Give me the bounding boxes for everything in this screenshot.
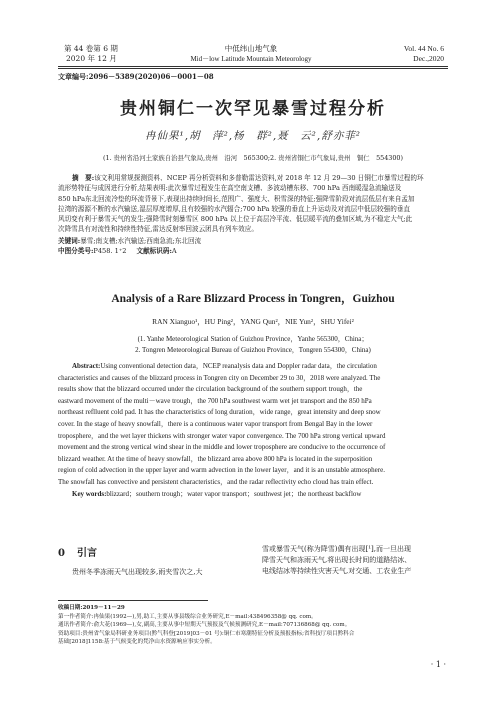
page-number: · 1 · xyxy=(430,660,446,669)
intro-left-text: 贵州冬季冻雨天气出现较多,雨夹雪次之,大 xyxy=(72,568,203,576)
abstract-en-line: results show that the blizzard occurred under the circulation background of the southern support trough，the xyxy=(58,385,363,394)
abstract-cn-line: 流形势特征与成因进行分析,结果表明:此次暴雪过程发生在高空南支槽、多波动槽东移、700 hPa 西南暖湿急流输送及 xyxy=(58,184,402,193)
header-journal-en: Mid－low Latitude Mountain Meteorology xyxy=(190,55,312,63)
authors-en: RAN Xianguo¹，HU Ping²，YANG Qun²，NIE Yun²，SHU Yifei² xyxy=(152,317,354,326)
footnotes xyxy=(58,604,450,647)
header-rule-thin xyxy=(58,68,448,69)
keywords-en-label: Key words: xyxy=(72,489,107,498)
header-date-cn: 2020 年 12 月 xyxy=(66,54,117,63)
abstract-en-line: eastward movement of the multi－wave trough，the 700 hPa southwest warm wet jet transport and the 850 hPa xyxy=(58,396,372,405)
abstract-en xyxy=(58,361,450,500)
section-heading xyxy=(58,544,97,559)
footnote-first-author: 第一作者简介:冉仙果(1992—),男,助工,主要从事县级综合业务研究,E－mail:438496358@ qq. com。 xyxy=(58,613,317,620)
intro-right-line: 电线结冰等持续性灾害天气,对交通、工农业生产 xyxy=(262,567,412,575)
abstract-en-line: region of cold advection in the upper layer and warm advection in the lower layer，and it is an unstable atmosphere. xyxy=(58,466,385,475)
footnote-funding-cont: 基础[2018]1158:基于气候变化的梵净山水资源响应事实分析。 xyxy=(58,639,216,646)
doc-code-label: 文献标识码: xyxy=(136,247,172,256)
intro-right-line: 降雪天气和冻雨天气,将出现长时间的道路结冰、 xyxy=(262,556,412,564)
abstract-cn-line: 拉湾的源源不断的水汽输送,湿层厚度增厚,且有较强的水汽辐合;700 hPa 较强的垂直上升运动及对流层中低层较强的垂直 xyxy=(58,204,411,213)
abstract-en-line: The snowfall has convective and persistent characteristics，and the radar reflectivity echo cloud has train effect. xyxy=(58,477,374,486)
section-title: 引言 xyxy=(76,548,97,559)
abstract-cn xyxy=(58,173,450,256)
authors-cn: 冉仙果¹,胡 萍²,杨 群²,聂 云²,舒亦菲² xyxy=(145,130,361,142)
title-en: Analysis of a Rare Blizzard Process in Tongren，Guizhou xyxy=(111,293,395,305)
abstract-en-line: cover. In the stage of heavy snowfall，there is a continuous water vapor transport from Bengal Bay in the lower xyxy=(58,419,373,428)
header-date-en: Dec.,2020 xyxy=(413,54,444,63)
affiliation-en-line: 2. Tongren Meteorological Bureau of Guizhou Province，Tongren 554300，China) xyxy=(135,346,371,354)
intro-right-text xyxy=(262,544,452,577)
keywords-cn: 暴雪;南支槽;水汽输送;西南急流;东北回流 xyxy=(80,236,202,245)
abstract-en-line: blizzard weather. At the time of heavy snowfall，the blizzard area above 800 hPa is located in the superposition xyxy=(58,454,373,463)
footnote-corresponding-author: 通讯作者简介:俞大花(1969—),女,副高,主要从事中短期天气预报及气候预测研究,E－mail:707136868@ qq. com。 xyxy=(58,622,351,629)
abstract-cn-line: 850 hPa东北回流冷垫的环流背景下,表现出持续时间长,范围广、强度大、积雪深的特征;强降雪阶段对流层低层有来自孟加 xyxy=(58,194,415,203)
abstract-en-line: movement and the strong vertical wind shear in the middle and lower troposphere are conducive to the occurrence of xyxy=(58,443,386,452)
abstract-cn-label: 摘 要: xyxy=(72,174,95,182)
footnote-funding: 资助项目:贵州省气象局科研业务项目(黔气科登[2019]03－01 号):铜仁市寒潮特征分析及预报指标;省科技厅项目黔科合 xyxy=(58,630,355,637)
header-rule xyxy=(58,66,448,67)
footnote-rule xyxy=(58,600,208,601)
classification-code: P458. 1⁺2 xyxy=(93,247,127,256)
article-number: 文章编号:2096－5389(2020)06－0001－08 xyxy=(58,72,214,81)
intro-right-line: 雪或暴雪天气(称为降雪)偶有出现[¹],而一旦出现 xyxy=(262,545,411,553)
title-cn: 贵州铜仁一次罕见暴雪过程分析 xyxy=(120,99,386,119)
abstract-cn-line: 风切变有利于暴雪天气的发生;强降雪时刻暴雪区 800 hPa 以上位于高层冷平流、低层暖平流的叠加区域,为不稳定大气;此 xyxy=(58,215,413,224)
affiliation-en xyxy=(58,334,448,356)
affiliation-cn: (1. 贵州省沿河土家族自治县气象局,贵州 沿河 565300;2. 贵州省铜仁市气象局,贵州 铜仁 554300) xyxy=(103,154,403,162)
section-number: 0 xyxy=(58,548,65,559)
abstract-cn-line: 该文利用常规探测资料、NCEP 再分析资料和多普勒雷达资料,对 2018 年 12 月 29—30 日铜仁市暴雪过程的环 xyxy=(94,174,424,182)
abstract-cn-line: 次降雪具有对流性和持续性特征,雷达反射率回波云团具有列车效应。 xyxy=(58,225,258,234)
abstract-en-label: Abstract: xyxy=(72,362,101,370)
abstract-en-line: Using conventional detection data，NCEP reanalysis data and Doppler radar data，the circulation xyxy=(100,362,377,370)
header-journal-cn: 中低纬山地气象 xyxy=(224,44,278,53)
keywords-en: blizzard；southern trough；water vapor transport；southwest jet；the northeast backflow xyxy=(106,489,362,498)
abstract-en-line: northeast reflluent cold pad. It has the characteristics of long duration，wide range，great intensity and deep snow xyxy=(58,408,381,417)
affiliation-en-line: (1. Yanhe Meteorological Station of Guizhou Province，Yanhe 565300，China； xyxy=(137,335,369,343)
abstract-en-line: troposphere，and the wet layer thickens with stronger water vapor convergence. The 700 hPa strong vertical upward xyxy=(58,431,386,440)
footnote-received: 收稿日期:2019－11－29 xyxy=(58,605,125,611)
classification-label: 中图分类号: xyxy=(58,247,94,256)
abstract-en-line: characteristics and causes of the blizzard process in Tongren city on December 29 to 30，2018 were analyzed. The xyxy=(58,373,381,382)
keywords-cn-label: 关键词: xyxy=(58,236,81,245)
header-volume-en: Vol. 44 No. 6 xyxy=(403,44,444,53)
doc-code: A xyxy=(171,247,177,256)
header-volume-cn: 第 44 卷第 6 期 xyxy=(64,44,118,53)
